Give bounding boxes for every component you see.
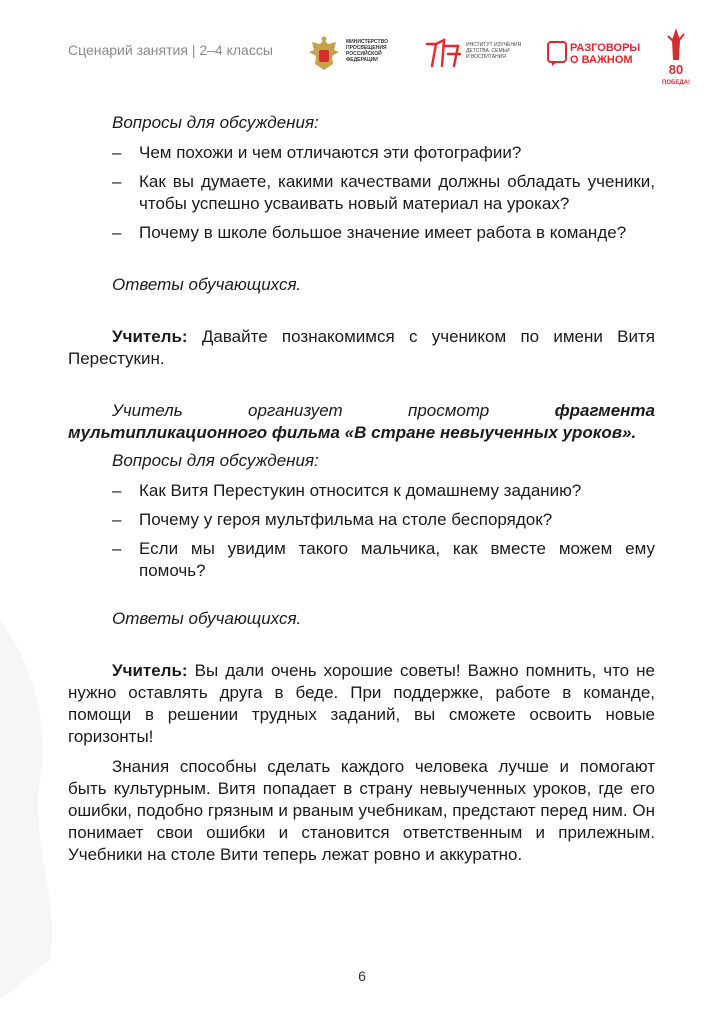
pobeda-number: 80 (668, 62, 684, 77)
organize-lead: Учитель организует просмотр (112, 401, 490, 420)
eagle-emblem-icon (306, 34, 342, 74)
institute-mark-icon (424, 36, 462, 70)
question-item: – Почему в школе большое значение имеет работа в команде? (112, 222, 655, 244)
teacher-label: Учитель: (112, 661, 188, 680)
question-item: – Почему у героя мультфильма на столе беспорядок? (112, 509, 655, 531)
razgovory-text: РАЗГОВОРЫ О ВАЖНОМ (570, 42, 641, 66)
questions-list-2 (68, 480, 655, 582)
teacher-paragraph-1 (68, 326, 655, 370)
header-title: Сценарий занятия | 2–4 классы (68, 42, 273, 58)
institute-logo (424, 36, 524, 76)
organize-paragraph (68, 400, 655, 444)
questions-title-1: Вопросы для обсуждения: (112, 113, 319, 132)
razgovory-logo (546, 40, 646, 70)
teacher-label: Учитель: (112, 327, 188, 346)
teacher-text: Вы дали очень хорошие советы! Важно помнить, что не нужно оставлять друга в беде. При поддержке, работе в команде, помощи в решении трудных заданий, вы сможете освоить новые горизонты! (68, 661, 655, 746)
organize-bold: фрагмента мультипликационного фильма «В стране невыученных уроков». (68, 401, 655, 442)
closing-paragraph: Знания способны сделать каждого человека лучше и помогают быть культурным. Витя попадает в страну невыученных уроков, где его ошибки, подобно грязным и рваным учебникам, предстают перед ним. Он понимает свои ошибки и становится ответственным и прилежным. Учебники на столе Вити теперь лежат ровно и аккуратно. (68, 757, 655, 864)
ministry-text: МИНИСТЕРСТВО ПРОСВЕЩЕНИЯ РОССИЙСКОЙ ФЕДЕРАЦИИ (346, 39, 388, 63)
question-item: – Как Витя Перестукин относится к домашнему заданию? (112, 480, 655, 502)
question-item: – Как вы думаете, какими качествами должны обладать ученики, чтобы успешно усваивать новый материал на уроках? (112, 171, 655, 215)
ministry-logo (306, 34, 406, 74)
questions-title-2: Вопросы для обсуждения: (112, 451, 319, 470)
answers-note-1: Ответы обучающихся. (112, 275, 302, 294)
page-content (68, 110, 655, 866)
pobeda-80-logo (662, 26, 690, 88)
answers-note-2: Ответы обучающихся. (112, 609, 302, 628)
pobeda-word: ПОБЕДА! (662, 80, 690, 86)
page-header (0, 0, 724, 100)
teacher-text: Давайте познакомимся с учеником по имени Витя Перестукин. (68, 327, 655, 368)
question-item: – Чем похожи и чем отличаются эти фотографии? (112, 142, 655, 164)
question-item: – Если мы увидим такого мальчика, как вместе можем ему помочь? (112, 538, 655, 582)
questions-list-1 (68, 142, 655, 244)
page-number: 6 (358, 968, 366, 984)
institute-text: ИНСТИТУТ ИЗУЧЕНИЯ ДЕТСТВА, СЕМЬИ И ВОСПИТАНИЯ (466, 42, 522, 60)
speech-bubble-icon (546, 40, 568, 66)
teacher-paragraph-2 (68, 660, 655, 748)
